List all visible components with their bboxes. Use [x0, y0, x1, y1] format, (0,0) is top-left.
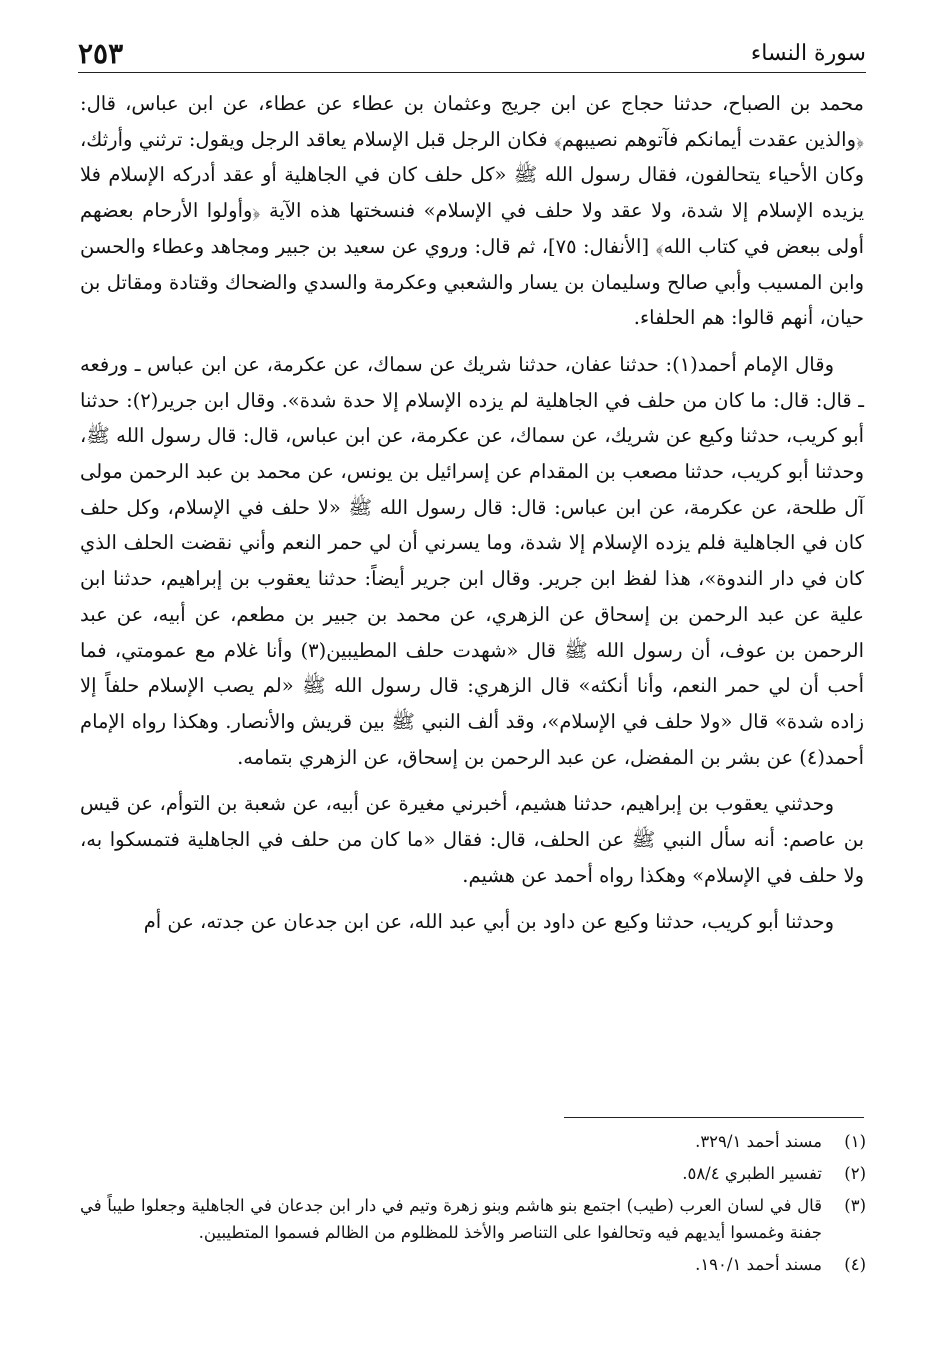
footnotes — [80, 1128, 866, 1283]
main-text — [80, 86, 864, 951]
sura-title: سورة النساء — [750, 41, 866, 66]
paragraph: محمد بن الصباح، حدثنا حجاج عن ابن جريج وعثمان بن عطاء عن عطاء، عن ابن عباس، قال: ﴿والذين عقدت أيمانكم فآتوهم نصيبهم﴾ فكان الرجل قبل الإسلام يعاقد الرجل ويقول: ترثني وأرثك، وكان الأحياء يتحالفون، فقال رسول الله ﷺ «كل حلف كان في الجاهلية أو عقد أدركه الإسلام فلا يزيده الإسلام إلا شدة، ولا عقد ولا حلف في الإسلام» فنسختها هذه الآية ﴿وأولوا الأرحام بعضهم أولى ببعض في كتاب الله﴾ [الأنفال: ٧٥]، ثم قال: وروي عن سعيد بن جبير ومجاهد وعطاء والحسن وابن المسيب وأبي صالح وسليمان بن يسار والشعبي وعكرمة والسدي والضحاك وقتادة ومقاتل بن حيان، أنهم قالوا: هم الحلفاء. — [80, 92, 864, 330]
footnote-number: (٤) — [844, 1255, 866, 1274]
paragraph: وحدثنا أبو كريب، حدثنا وكيع عن داود بن أبي عبد الله، عن ابن جدعان عن جدته، عن أم — [143, 910, 834, 934]
page-number: ٢٥٣ — [78, 37, 124, 70]
page-header — [78, 26, 866, 73]
footnote-text: تفسير الطبري ٥٨/٤. — [682, 1164, 822, 1183]
footnote-text: مسند أحمد ٣٢٩/١. — [695, 1132, 822, 1151]
footnote-number: (٣) — [844, 1196, 866, 1215]
footnote — [80, 1160, 866, 1187]
footnote — [80, 1251, 866, 1278]
footnote-text: قال في لسان العرب (طيب) اجتمع بنو هاشم وبنو زهرة وتيم في دار ابن جدعان في الجاهلية وجعلوا طيباً في جفنة وغمسوا أيديهم فيه وتحالفوا على التناصر والأخذ للمظلوم من الظالم فسموا المتطيبين. — [80, 1196, 822, 1242]
footnote-number: (٢) — [844, 1164, 866, 1183]
footnote — [80, 1128, 866, 1155]
footnote-number: (١) — [844, 1132, 866, 1151]
footnote — [80, 1192, 866, 1246]
footnote-text: مسند أحمد ١٩٠/١. — [695, 1255, 822, 1274]
footnote-separator — [564, 1117, 864, 1118]
paragraph: وقال الإمام أحمد(١): حدثنا عفان، حدثنا شريك عن سماك، عن عكرمة، عن ابن عباس ـ ورفعه ـ قال: قال: ما كان من حلف في الجاهلية لم يزده الإسلام إلا حدة شدة». وقال ابن جرير(٢): حدثنا أبو كريب، حدثنا وكيع عن شريك، عن سماك، عن عكرمة، عن ابن عباس، قال: قال رسول الله ﷺ، وحدثنا أبو كريب، حدثنا مصعب بن المقدام عن إسرائيل بن يونس، عن محمد بن عبد الرحمن مولى آل طلحة، عن عكرمة، عن ابن عباس: قال: قال رسول الله ﷺ «لا حلف في الإسلام، وكل حلف كان في الجاهلية فلم يزده الإسلام إلا شدة، وما يسرني أن لي حمر النعم وأني نقضت الحلف الذي كان في دار الندوة»، هذا لفظ ابن جرير. وقال ابن جرير أيضاً: حدثنا يعقوب بن إبراهيم، حدثنا ابن علية عن عبد الرحمن بن إسحاق عن الزهري، عن محمد بن جبير بن مطعم، عن أبيه، عن عبد الرحمن بن عوف، أن رسول الله ﷺ قال «شهدت حلف المطيبين(٣) وأنا غلام مع عمومتي، فما أحب أن لي حمر النعم، وأنا أنكثه» قال الزهري: قال رسول الله ﷺ «لم يصب الإسلام حلفاً إلا زاده شدة» قال «ولا حلف في الإسلام»، وقد ألف النبي ﷺ بين قريش والأنصار. وهكذا رواه الإمام أحمد(٤) عن بشر بن المفضل، عن عبد الرحمن بن إسحاق، عن الزهري بتمامه. — [80, 352, 865, 769]
paragraph: وحدثني يعقوب بن إبراهيم، حدثنا هشيم، أخبرني مغيرة عن أبيه، عن شعبة بن التوأم، عن قيس بن عاصم: أنه سأل النبي ﷺ عن الحلف، قال: فقال «ما كان من حلف في الجاهلية فتمسكوا به، ولا حلف في الإسلام» وهكذا رواه أحمد عن هشيم. — [80, 792, 864, 887]
